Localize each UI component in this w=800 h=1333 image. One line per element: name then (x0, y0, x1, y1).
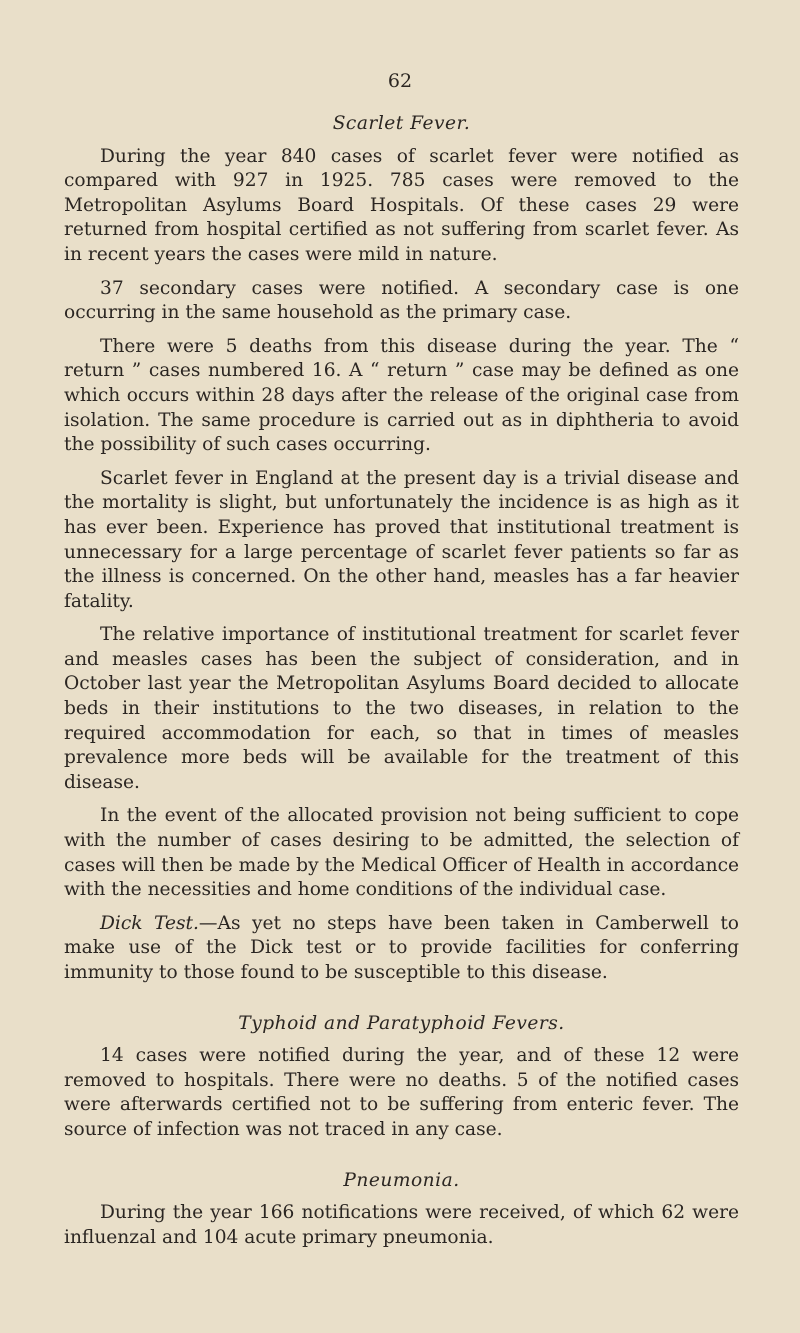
section-heading-typhoid: Typhoid and Paratyphoid Fevers. (238, 1012, 565, 1034)
paragraph: Scarlet fever in England at the present day is a trivial disease and the mortality is slight, but unfortunately the incidence is as high as it has ever been. Experience has proved that institutional treatment is unnecessary for a large percentage of scarlet fever patients so far as the illness is concerned. On the other hand, measles has a far heavier fatality. (64, 467, 739, 612)
dick-test-lead: Dick Test. (100, 912, 199, 934)
paragraph: During the year 166 notifications were received, of which 62 were influenzal and 104 acute primary pneumonia. (64, 1202, 739, 1248)
paragraph: 37 secondary cases were notified. A secondary case is one occurring in the same household as the primary case. (64, 277, 739, 324)
paragraph: There were 5 deaths from this disease during the year. The “ return ” cases numbered 16. A “ return ” case may be defined as one which occurs within 28 days after the release of the original case from isolation. The same procedure is carried out as in diphtheria to avoid the possibility of such cases occurring. (64, 335, 739, 456)
paragraph: During the year 840 cases of scarlet fever were notified as compared with 927 in 1925. 785 cases were removed to the Metropolitan Asylums Board Hospitals. Of these cases 29 were returned from hospital certified as not suffering from scarlet fever. As in recent years the cases were mild in nature. (64, 145, 739, 265)
dick-test-text: —As yet no steps have been taken in Camberwell to make use of the Dick test or to provide facilities for conferring immunity to those found to be susceptible to this disease. (64, 912, 739, 983)
section-heading-scarlet-fever: Scarlet Fever. (332, 113, 471, 134)
page-number: 62 (387, 70, 413, 92)
paragraph: In the event of the allocated provision not being sufficient to cope with the number of cases desiring to be admitted, the selection of cases will then be made by the Medical Officer of Health in accordance with the necessities and home conditions of the individual case. (64, 805, 739, 901)
paragraph: The relative importance of institutional treatment for scarlet fever and measles cases has been the subject of consideration, and in October last year the Metropolitan Asylums Board decided to allocate beds in their institutions to the two diseases, in relation to the required accommodation for each, so that in times of measles prevalence more beds will be available for the treatment of this disease. (64, 624, 739, 793)
page-content (64, 112, 739, 1259)
dick-test-paragraph (64, 912, 739, 986)
paragraph: 14 cases were notified during the year, and of these 12 were removed to hospitals. There were no deaths. 5 of the notified cases were afterwards certified not to be suffering from enteric fever. The source of infection was not traced in any case. (64, 1045, 739, 1140)
section-heading-pneumonia: Pneumonia. (343, 1169, 460, 1191)
